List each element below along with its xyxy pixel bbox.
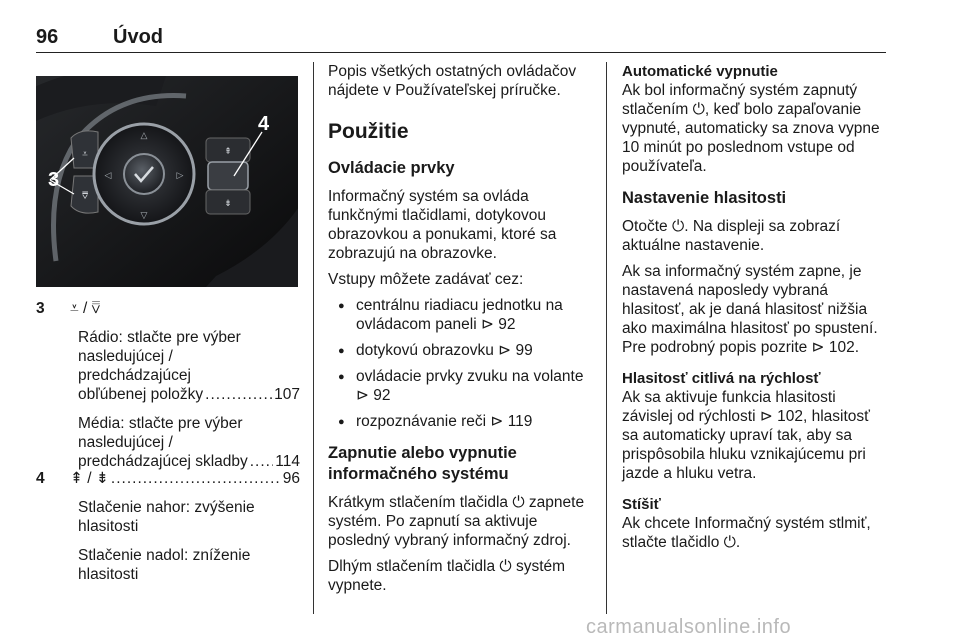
text-line: informačného systému	[328, 465, 509, 483]
legend-item-4-text	[78, 498, 300, 584]
svg-text:◁: ◁	[104, 170, 112, 180]
subsection-heading	[328, 443, 596, 485]
paragraph	[328, 493, 596, 550]
minor-heading: Stíšiť	[622, 496, 661, 513]
text-line: Zapnutie alebo vypnutie	[328, 444, 517, 462]
text-line: Média: stlačte pre výber	[78, 415, 243, 432]
text-line: Otočte ⏻. Na displeji sa zobrazí	[622, 218, 841, 235]
svg-text:⇞: ⇞	[224, 146, 232, 156]
text-line: Ak sa aktivuje funkcia hlasitosti	[622, 389, 836, 406]
text-line: Ak chcete Informačný systém stlmiť,	[622, 515, 871, 532]
legend-number: 3	[36, 300, 45, 317]
paragraph	[328, 557, 596, 595]
text-line: systém. Po zapnutí sa aktivuje	[328, 513, 538, 530]
text-line: 10 minút po poslednom vstupe od	[622, 139, 855, 156]
svg-text:⇟: ⇟	[224, 198, 232, 208]
list-item	[328, 367, 596, 405]
list-item	[328, 296, 596, 334]
text-line: Krátkym stlačením tlačidla ⏻ zapnete	[328, 494, 585, 511]
text-line: nastavená naposledy vybraná	[622, 282, 828, 299]
page-number: 96	[36, 26, 59, 48]
text-line: Ak sa informačný systém zapne, je	[622, 263, 862, 280]
callout-4: 4	[258, 113, 270, 135]
volume-icon: ⇞ / ⇟	[70, 470, 109, 487]
text-line: prispôsobila hluku vznikajúcemu pri	[622, 446, 866, 463]
paragraph	[622, 81, 892, 176]
page-reference: 114	[275, 453, 300, 470]
text-line: funkčnými tlačidlami, dotykovou	[328, 207, 546, 224]
text-line: ako maximálna hlasitosť po spustení.	[622, 320, 878, 337]
callout-3: 3	[48, 169, 60, 191]
text-line: jazde a hluku vetra.	[622, 465, 757, 482]
minor-heading: Automatické vypnutie	[622, 63, 778, 80]
text-line: ● ovládacie prvky zvuku na volante	[356, 368, 584, 385]
text-line: aktuálne nastavenie.	[622, 237, 765, 254]
text-line: ● centrálnu riadiacu jednotku na	[356, 297, 563, 314]
svg-text:⩡: ⩡	[82, 149, 88, 160]
text-line: stlačte tlačidlo ⏻.	[622, 534, 741, 551]
svg-text:▷: ▷	[176, 170, 184, 180]
text-line: hlasitosť, ak je daná hlasitosť nižšia	[622, 301, 868, 318]
text-line: používateľa.	[622, 158, 707, 175]
text-line: Rádio: stlačte pre výber	[78, 329, 241, 346]
text-line: vypnete.	[328, 577, 387, 594]
page-title: Úvod	[113, 26, 163, 48]
subsection-heading: Ovládacie prvky	[328, 159, 455, 177]
text-line: Stlačenie nahor: zvýšenie	[78, 499, 255, 516]
text-line: posledný vybraný informačný zdroj.	[328, 532, 571, 549]
text-line: nasledujúcej /	[78, 348, 173, 365]
list-item	[328, 341, 596, 360]
text-line: obľúbenej položky	[78, 386, 204, 403]
toc-line	[78, 385, 300, 404]
text-line: stlačením ⏻, keď bolo zapaľovanie	[622, 101, 862, 118]
paragraph	[622, 514, 892, 552]
paragraph: Vstupy môžete zadávať cez:	[328, 271, 524, 288]
text-line: závislej od rýchlosti ⊳ 102, hlasitosť	[622, 408, 870, 425]
text-line: ovládacom paneli ⊳ 92	[356, 316, 516, 333]
input-methods-list	[328, 296, 596, 431]
text-line: zobrazujú na obrazovke.	[328, 245, 497, 262]
leader-dots	[111, 469, 281, 488]
text-line: nasledujúcej /	[78, 434, 173, 451]
paragraph	[622, 262, 892, 357]
right-column	[622, 62, 892, 559]
section-heading: Použitie	[328, 120, 409, 143]
text-line: nájdete v Používateľskej príručke.	[328, 82, 561, 99]
text-line: predchádzajúcej skladby	[78, 453, 248, 470]
toc-line	[70, 469, 300, 488]
steering-wheel-controls-photo	[36, 76, 298, 287]
svg-text:⩢: ⩢	[81, 191, 89, 202]
svg-text:△: △	[140, 130, 148, 140]
text-line: obrazovkou a ponukami, ktoré sa	[328, 226, 557, 243]
text-line: ● dotykovú obrazovku ⊳ 99	[356, 342, 533, 359]
column-divider	[313, 62, 314, 614]
text-line: Pre podrobný popis pozrite ⊳ 102.	[622, 339, 860, 356]
text-line: predchádzajúcej	[78, 367, 191, 384]
text-line: hlasitosti	[78, 518, 139, 535]
previous-next-icon: ⩡ / ⩢	[70, 300, 101, 317]
text-line: ● rozpoznávanie reči ⊳ 119	[356, 413, 533, 430]
text-line: ⊳ 92	[356, 387, 391, 404]
legend-number: 4	[36, 470, 45, 487]
text-line: Popis všetkých ostatných ovládačov	[328, 63, 577, 80]
page-header	[36, 24, 886, 53]
text-line: hlasitosti	[78, 566, 139, 583]
paragraph	[622, 217, 892, 255]
text-line: Ak bol informačný systém zapnutý	[622, 82, 858, 99]
text-line: Dlhým stlačením tlačidla ⏻ systém	[328, 558, 566, 575]
svg-text:▽: ▽	[140, 210, 148, 220]
text-line: Stlačenie nadol: zníženie	[78, 547, 251, 564]
intro-paragraph	[328, 62, 596, 100]
middle-column	[328, 62, 596, 602]
column-divider	[606, 62, 607, 614]
list-item	[328, 412, 596, 431]
paragraph	[622, 388, 892, 483]
subsection-heading: Nastavenie hlasitosti	[622, 189, 787, 207]
text-line: Informačný systém sa ovláda	[328, 188, 529, 205]
legend-item-3-text	[78, 328, 300, 471]
text-line: sa automaticky upraví tak, aby sa	[622, 427, 853, 444]
page-reference: 107	[274, 386, 300, 403]
leader-dots	[205, 385, 272, 404]
paragraph	[328, 187, 596, 263]
watermark: carmanualsonline.info	[586, 616, 792, 638]
page-reference: 96	[282, 470, 300, 487]
minor-heading: Hlasitosť citlivá na rýchlosť	[622, 370, 821, 387]
text-line: vypnuté, automaticky sa znova vypne	[622, 120, 880, 137]
